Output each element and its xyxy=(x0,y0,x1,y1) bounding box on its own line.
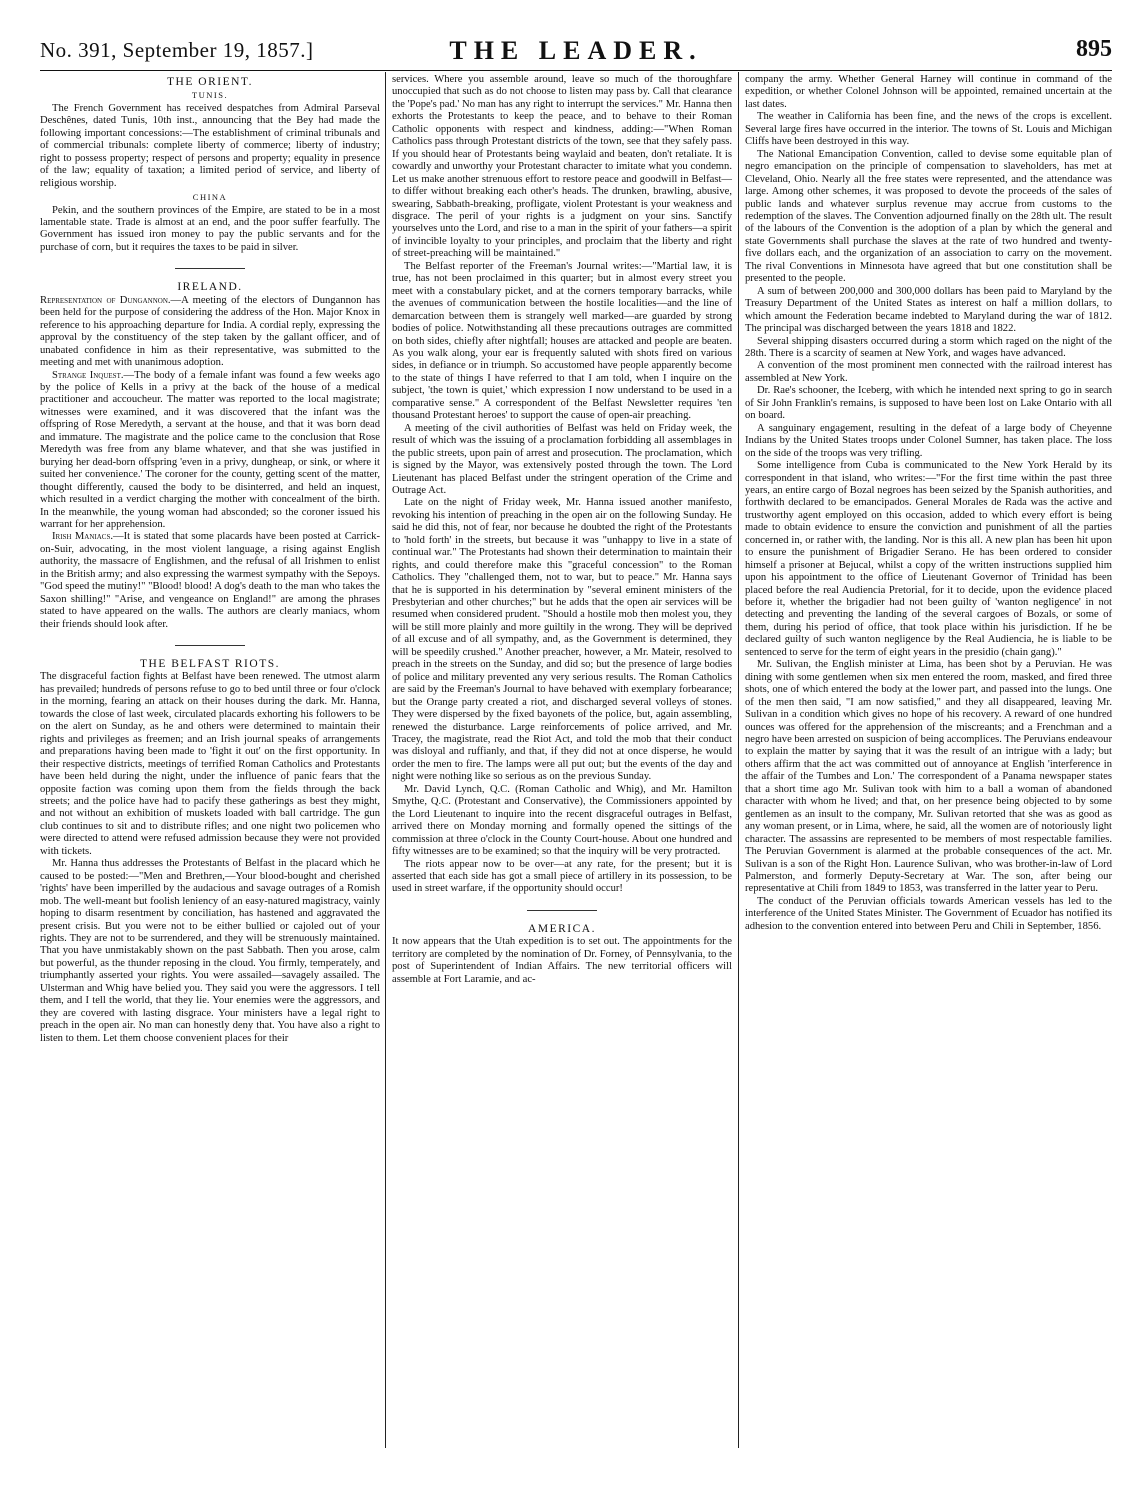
paragraph: It now appears that the Utah expedition is to set out. The appointments for the territory are completed by the nomination of Dr. Forney, of Pennsylvania, to the post of Superintendent of Indian Affairs. The new territorial officers will assemble at Fort Laramie, and ac- xyxy=(392,936,732,985)
paragraph: Dr. Rae's schooner, the Iceberg, with which he intended next spring to go in search of Sir John Franklin's remains, is supposed to have been lost on Lake Ontario with all on board. xyxy=(745,385,1112,422)
issue-number-date: No. 391, September 19, 1857.] xyxy=(40,38,314,62)
column-divider-2 xyxy=(738,72,739,1448)
paragraph: Some intelligence from Cuba is communicated to the New York Herald by its correspondent in that island, who writes:—"For the first time within the past three years, an entire cargo of Bozal negroes has been seized by the Spanish authorities, and forthwith declared to be emancipados. General Morales de Rada was the active and trustworthy agent employed on this occasion, added to which every effort is being made to obtain evidence to ensure the conviction and punishment of all the parties concerned in, or rather with, the landing. Nor is this all. A new plan has been hit upon to ensure the punishment of Brigadier Serano. He has been ordered to consider himself a prisoner at Bejucal, whilst a copy of the written instructions supplied him upon his appointment to the office of Lieutenant Governor of Trinidad has been placed before the real Audiencia Pretorial, for it to decide, upon the evidence placed before it, whether the brigadier had not been guilty of 'wanton negligence' in not detecting and preventing the landing of the several cargoes of Bozals, or some of them, during his period of office, that took place within his jurisdiction. If he be declared guilty of such wanton negligence by the Real Audiencia, he is liable to be sentenced to serve for the term of eight years in the presidio (chain gang)." xyxy=(745,460,1112,658)
masthead: THE LEADER. xyxy=(449,36,703,65)
paragraph-text: —A meeting of the electors of Dungannon has been held for the purpose of considering the address of the Hon. Major Knox in reference to his approaching departure for India. A cordial reply, expressing the approval by the constituency of the step taken by the gallant officer, and of unabated confidence in him as their representative, was submitted to the meeting and met with unanimous adoption. xyxy=(40,294,380,369)
paragraph xyxy=(40,531,380,631)
paragraph xyxy=(40,295,380,370)
paragraph: The weather in California has been fine, and the news of the crops is excellent. Several large fires have occurred in the interior. The towns of St. Louis and Michigan Cliffs have been destroyed in this way. xyxy=(745,111,1112,148)
page-number: 895 xyxy=(1076,36,1112,62)
paragraph: Pekin, and the southern provinces of the Empire, are stated to be in a most lamentable state. Trade is almost at an end, and the poor suffer fearfully. The Government has issued iron money to pay the public servants and for the purchase of corn, but it requires the taxes to be paid in silver. xyxy=(40,204,380,253)
column-divider-1 xyxy=(385,72,386,1448)
run-in-heading: Representation of Dungannon. xyxy=(40,294,171,306)
section-separator xyxy=(175,645,245,646)
section-separator xyxy=(527,910,597,911)
header-rule xyxy=(40,70,1112,71)
paragraph: Mr. Sulivan, the English minister at Lima, has been shot by a Peruvian. He was dining with some gentlemen when six men entered the room, masked, and fired three shots, one of which entered the body at the lower part, and passed into the lungs. One of the men then said, "I am now satisfied," and they all disappeared, leaving Mr. Sulivan in a condition which gives no hope of his recovery. A reward of one hundred ounces was offered for the apprehension of the miscreants; and a Frenchman and a negro have been arrested on suspicion of being accomplices. The Peruvians endeavour to explain the matter by saying that it was the result of an intrigue with a lady; but others affirm that the act was committed out of annoyance at English 'interference in the affair of the Tumbes and Lon.' The correspondent of a Panama newspaper states that a short time ago Mr. Sulivan took with him to a ball a woman of abandoned character with whom he lived; and that, on her presence being objected to by some gentlemen as an insult to the company, Mr. Sulivan retorted that she was as good as any woman present, or in Lima, where, he said, all the women are of notoriously light character. The assassins are represented to be members of most respectable families. The Peruvian Government is alarmed at the probable consequences of the act. Mr. Sulivan is a son of the Right Hon. Laurence Sulivan, who was brother-in-law of Lord Palmerston, and formerly Deputy-Secretary at War. The son, after being our representative at Chili from 1849 to 1853, was transferred in the latter year to Peru. xyxy=(745,659,1112,895)
paragraph: The conduct of the Peruvian officials towards American vessels has led to the interference of the United States Minister. The Government of Ecuador has notified its adhesion to the convention entered into between Peru and Chili in September, 1856. xyxy=(745,895,1112,932)
subheading-tunis: TUNIS. xyxy=(191,90,229,101)
subheading-china: CHINA xyxy=(192,192,228,203)
run-in-heading: Strange Inquest. xyxy=(52,369,124,381)
paragraph: The National Emancipation Convention, called to devise some equitable plan of negro emancipation on the principle of compensation to slaveholders, has met at Cleveland, Ohio. Nearly all the free states were represented, and the attendance was large. Among other schemes, it was proposed to devote the proceeds of the sales of public lands and whatever surplus revenue may accrue from customs to the redemption of the slaves. The Convention adjourned finally on the 28th ult. The result of the labours of the Convention is the adoption of a plan by which the general and state Governments shall purchase the slaves at the rate of two hundred and twenty-five dollars each, and the organization of an association to carry on the movement. The rival Conventions in Minnesota have agreed that but one constitution shall be presented to the people. xyxy=(745,148,1112,285)
section-heading-ireland: IRELAND. xyxy=(177,281,243,294)
paragraph: A convention of the most prominent men connected with the railroad interest has assembled at New York. xyxy=(745,360,1112,384)
paragraph: The French Government has received despatches from Admiral Parseval Deschênes, dated Tunis, 10th inst., announcing that the Bey had made the following important concessions:—The establishment of criminal tribunals and of commercial tribunals: complete liberty of commerce; liberty of industry; right to possess property; respect of persons and property; equality in presence of the law; equality of taxation; a limited period of service, and liberty of religious worship. xyxy=(40,102,380,189)
column-2 xyxy=(392,74,732,986)
section-heading-america: AMERICA. xyxy=(528,922,596,935)
section-separator xyxy=(175,268,245,269)
section-heading-belfast: THE BELFAST RIOTS. xyxy=(140,658,280,671)
paragraph: company the army. Whether General Harney will continue in command of the expedition, or whether Colonel Johnson will be appointed, remained uncertain at the last dates. xyxy=(745,74,1112,110)
paragraph: The Belfast reporter of the Freeman's Journal writes:—"Martial law, it is true, has not been proclaimed in this quarter; but in almost every street you meet with a constabulary picket, and at the corners temporary barracks, while the avenues of communication between the hostile localities—and the line of demarcation between them is strangely well marked—are guarded by strong bodies of police. Notwithstanding all these precautions outrages are committed on both sides, chiefly after nightfall; houses are attacked and people are beaten. As you walk along, your ear is frequently saluted with shots fired on various sides, in defiance or in triumph. So accustomed have people apparently become to the state of things I have referred to that I am told, when I inquire on the subject, 'the town is quiet,' which expression I now understand to be used in a comparative sense." A correspondent of the Belfast Newsletter requires 'ten thousand Protestant heroes' to support the cause of open-air preaching. xyxy=(392,260,732,422)
run-in-heading: Irish Maniacs. xyxy=(52,531,114,543)
paragraph: The riots appear now to be over—at any rate, for the present; but it is asserted that each side has got a small piece of artillery in its possession, to be used in street warfare, if the opportunity should occur! xyxy=(392,858,732,895)
paragraph xyxy=(40,370,380,532)
paragraph-text: —It is stated that some placards have been posted at Carrick-on-Suir, advocating, in the most violent language, a rising against English authority, the massacre of Englishmen, and the refusal of all Irishmen to enlist in the British army; and also expressing the warmest sympathy with the Sepoys. "God speed the mutiny!" "Blood! blood! A dog's death to the man who takes the Saxon shilling!" "Arise, and vengeance on England!" are among the phrases stated to have appeared on the walls. The authors are clearly maniacs, whom their friends should look after. xyxy=(40,531,380,630)
section-heading-orient: THE ORIENT. xyxy=(167,76,253,88)
paragraph: A sanguinary engagement, resulting in the defeat of a large body of Cheyenne Indians by the United States troops under Colonel Sumner, has taken place. The loss on the side of the troops was very trifling. xyxy=(745,422,1112,459)
paragraph: Mr. Hanna thus addresses the Protestants of Belfast in the placard which he caused to be posted:—"Men and Brethren,—Your blood-bought and cherished 'rights' have been imperilled by the audacious and savage outrages of a Romish mob. The well-meant but foolish leniency of an easy-natured magistracy, vainly hoping to disarm resentment by conciliation, has hastened and aggravated the present crisis. But you were not to be either bullied or cajoled out of your rights. They are not to be surrendered, and they will be strenuously maintained. That you have unmistakably shown on the past Sabbath. Then you arose, calm but powerful, as the thunder reposing in the cloud. You firmly, temperately, and triumphantly asserted your rights. You were assailed—savagely assailed. The Ulsterman and Whig have belied you. They said you were the aggressors. I tell them, and I tell the world, that they lie. Your enemies were the aggressors, and they are covered with lasting disgrace. Your ministers have a legal right to preach in the open air. No man can honestly deny that. You have also a right to listen to them. Let them choose convenient places for their xyxy=(40,858,380,1044)
column-3 xyxy=(745,74,1112,933)
paragraph: Mr. David Lynch, Q.C. (Roman Catholic and Whig), and Mr. Hamilton Smythe, Q.C. (Protestant and Conservative), the Commissioners appointed by the Lord Lieutenant to inquire into the recent disgraceful outrages in Belfast, arrived there on Monday morning and formally opened the sittings of the commission at three o'clock in the County Court-house. About one hundred and fifty witnesses are to be examined; so that the inquiry will be very protracted. xyxy=(392,783,732,858)
paragraph: A sum of between 200,000 and 300,000 dollars has been paid to Maryland by the Treasury Department of the United States as interest on half a million dollars, to which amount the Federation became indebted to Maryland during the war of 1812. The principal was discharged between the years 1818 and 1822. xyxy=(745,285,1112,335)
paragraph: Late on the night of Friday week, Mr. Hanna issued another manifesto, revoking his intention of preaching in the open air on the following Sunday. He said he did this, not of fear, nor because he doubted the right of the Protestants to 'hold forth' in the streets, but because it was "unhappy to live in a state of continual war." The Protestants had shown their determination to maintain their rights, and could therefore make this "graceful concession" to the Roman Catholics. They "challenged them, not to war, but to peace." Mr. Hanna says that he is supported in his determination by "several eminent ministers of the Presbyterian and other churches;" but he adds that the open air services will be resumed when considered prudent. "Should a hostile mob then molest you, they will be still more plainly and more guiltily in the wrong. They will be deprived of all excuse and of all sympathy, and, as the Government is determined, they will be speedily crushed." Another preacher, however, a Mr. Mateir, resolved to preach in the streets on the Sunday, and did so; but the presence of large bodies of police and military prevented any very serious results. The Roman Catholics are said by the Freeman's Journal to have behaved with exemplary forbearance; but the Orange party created a riot, and discharged several volleys of stones. They were dispersed by the fixed bayonets of the police, but, again assembling, renewed the disturbance. Large reinforcements of police arrived, and Mr. Tracey, the magistrate, read the Riot Act, and told the mob that their conduct was disloyal and ruffianly, and that, if they did not at once disperse, he would order the men to fire. The lamps were all put out; but the events of the day and night were nothing like so serious as on the previous Sunday. xyxy=(392,497,732,783)
page-header xyxy=(40,30,1112,68)
paragraph: The disgraceful faction fights at Belfast have been renewed. The utmost alarm has prevailed; hundreds of persons refuse to go to bed until three or four o'clock in the morning, fearing an attack on their houses during the dark. Mr. Hanna, towards the close of last week, circulated placards exhorting his followers to be on the alert on Sunday, as he and others were determined to maintain their rights and privileges as freemen; and an Irish journal speaks of arrangements and preparations having been made to 'fight it out' on the first opportunity. In their respective districts, meetings of terrified Roman Catholics and Protestants have been held during the night, under the influence of panic fears that the opposite faction was coming upon them from the fields through the back streets; and the police have had to pacify these gatherings as best they might, and not without an exhibition of muskets loaded with ball cartridge. The gun club continues to sit and to distribute rifles; and one night two policemen who were directed to attend were refused admission because they were not provided with tickets. xyxy=(40,671,380,857)
paragraph-text: —The body of a female infant was found a few weeks ago by the police of Kells in a privy at the back of the house of a medical practitioner and accoucheur. The matter was reported to the local magistrate; witnesses were examined, and it was discovered that the infant was the offspring of Rose Meredyth, a servant at the house, and that it was born dead and immature. The magistrate and the police came to the conclusion that Rose Meredyth was free from any blame whatever, and that she was justified in burying her dead-born offspring 'even in a privy, dungheap, or sink, or where it suited her convenience.' The coroner for the county, getting scent of the matter, thought differently, caused the body to be disinterred, and held an inquest, which resulted in a verdict charging the mother with concealment of the birth. In the meanwhile, the young woman had absconded; so the coroner issued his warrant for her apprehension. xyxy=(40,369,381,530)
paragraph: A meeting of the civil authorities of Belfast was held on Friday week, the result of which was the issuing of a proclamation forbidding all assemblages in the public streets, upon pain of arrest and prosecution. The proclamation, which is signed by the Mayor, was extensively posted through the town. The Lord Lieutenant has placed Belfast under the stringent operation of the Crime and Outrage Act. xyxy=(392,422,732,496)
paragraph: Several shipping disasters occurred during a storm which raged on the night of the 28th. There is a scarcity of seamen at New York, and wages have advanced. xyxy=(745,335,1112,359)
column-1 xyxy=(40,74,380,1045)
paragraph: services. Where you assemble around, leave so much of the thoroughfare unoccupied that such as do not choose to listen may pass by. Call that clearance the 'Pope's pad.' No man has any right to interrupt the services." Mr. Hanna then exhorts the Protestants to keep the peace, and to behave to their Roman Catholic opponents with respect and kindness, adding:—"When Roman Catholics pass through Protestant districts of the town, see that they safely pass. If you should hear of Protestants being waylaid and beaten, don't retaliate. It is cowardly and unworthy your Protestant character to imitate what you condemn. Let us make another strenuous effort to restore peace and goodwill in Belfast—to differ without breaking each other's heads. The drunken, brawling, abusive, swearing, Sabbath-breaking, profligate, violent Protestant is your weakness and disgrace. The peril of your rights is a judgment on your sins. Sanctify yourselves unto the Lord, and rise to a man in the spirit of your fathers—a spirit of invincible loyalty to your principles, and proclaim that the liberty and right of street-preaching will be maintained." xyxy=(392,74,732,260)
